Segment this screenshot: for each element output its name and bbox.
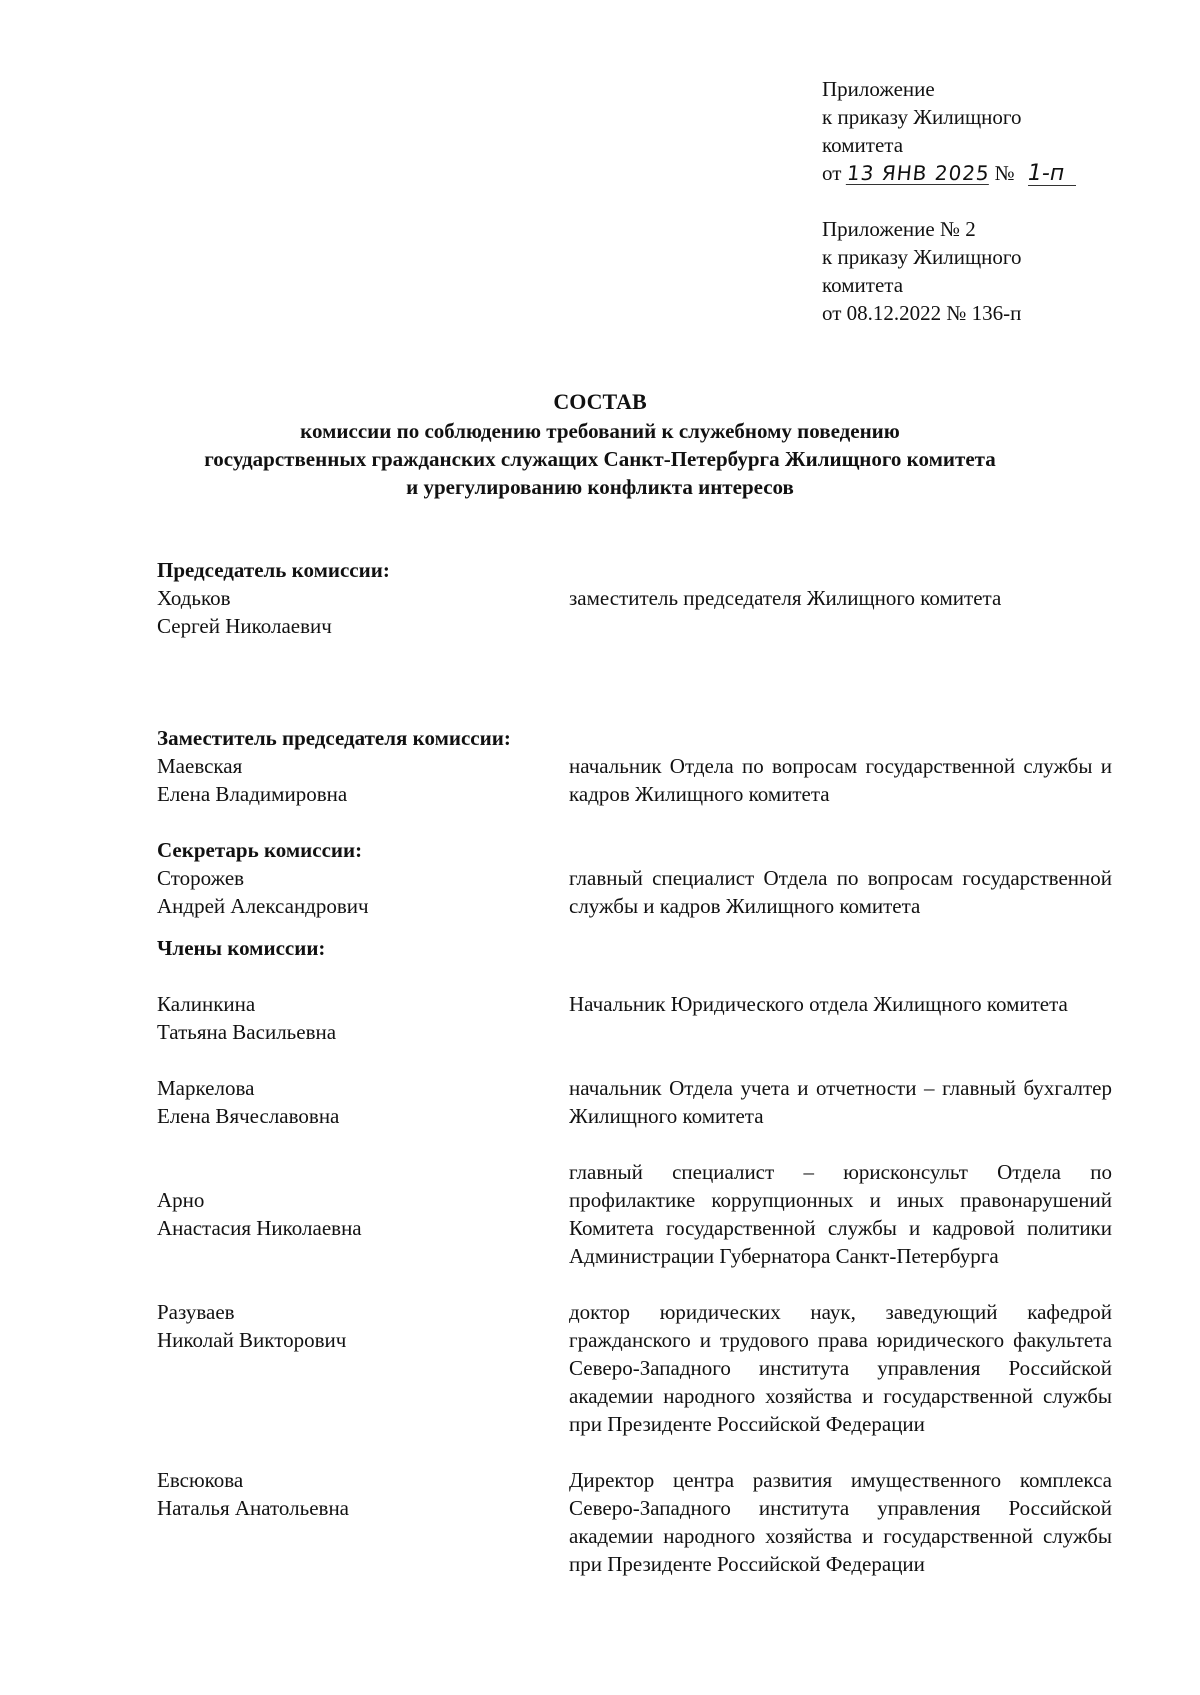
handwritten-order-number: 1-п (1028, 163, 1076, 186)
appendix-current-line2: к приказу Жилищного (822, 105, 1022, 129)
appendix-current-date-line (822, 159, 1122, 187)
chairman-given-name: Сергей Николаевич (157, 614, 332, 638)
appendix-original-line2: к приказу Жилищного (822, 245, 1022, 269)
appendix-original-line3: комитета (822, 273, 904, 297)
secretary-entry (157, 864, 1112, 920)
title-main: СОСТАВ (553, 389, 647, 414)
number-prefix: № (994, 161, 1015, 185)
member-entry (157, 1074, 1112, 1130)
member-name (157, 1074, 569, 1130)
member-given-name: Елена Вячеславовна (157, 1104, 340, 1128)
member-position: Директор центра развития имущественного комплекса Северо-Западного института управления Российской академии народного хозяйства и государственной службы при Президенте Российской Федерации (569, 1468, 1112, 1576)
appendix-current-line3: комитета (822, 133, 904, 157)
member-position: начальник Отдела учета и отчетности – главный бухгалтер Жилищного комитета (569, 1076, 1112, 1128)
member-name (157, 1158, 569, 1242)
member-position: Начальник Юридического отдела Жилищного комитета (569, 992, 1068, 1016)
secretary-position: главный специалист Отдела по вопросам государственной службы и кадров Жилищного комитета (569, 866, 1112, 918)
member-name (157, 1466, 569, 1522)
date-prefix: от (822, 161, 842, 185)
secretary-given-name: Андрей Александрович (157, 894, 369, 918)
member-given-name: Татьяна Васильевна (157, 1020, 337, 1044)
chairman-surname: Ходьков (157, 586, 231, 610)
title-line2: государственных гражданских служащих Санкт-Петербурга Жилищного комитета (204, 447, 996, 471)
chairman-name (157, 584, 569, 640)
member-given-name: Николай Викторович (157, 1328, 347, 1352)
deputy-surname: Маевская (157, 754, 243, 778)
secretary-heading: Секретарь комиссии: (157, 838, 363, 862)
chairman-heading: Председатель комиссии: (157, 558, 390, 582)
deputy-name (157, 752, 569, 808)
member-surname: Арно (157, 1188, 205, 1212)
secretary-surname: Сторожев (157, 866, 245, 890)
member-entry (157, 1466, 1112, 1578)
member-position: доктор юридических наук, заведующий кафедрой гражданского и трудового права юридического факультета Северо-Западного института управления Российской академии народного хозяйства и государственной службы при Президенте Российской Федерации (569, 1300, 1112, 1436)
member-name (157, 1298, 569, 1354)
member-entry (157, 990, 1112, 1046)
deputy-entry (157, 752, 1112, 808)
appendix-original-line4: от 08.12.2022 № 136-п (822, 301, 1022, 325)
appendix-original-header (822, 215, 1122, 327)
stamped-date: 13 ЯНВ 2025 (845, 161, 991, 185)
member-given-name: Анастасия Николаевна (157, 1216, 362, 1240)
member-surname: Маркелова (157, 1076, 255, 1100)
chairman-position: заместитель председателя Жилищного комитета (569, 586, 1002, 610)
member-surname: Калинкина (157, 992, 256, 1016)
member-position: главный специалист – юрисконсульт Отдела по профилактике коррупционных и иных правонарушений Комитета государственной службы и кадровой политики Администрации Губернатора Санкт-Петербурга (569, 1160, 1112, 1268)
deputy-position: начальник Отдела по вопросам государственной службы и кадров Жилищного комитета (569, 754, 1112, 806)
appendix-current-header (822, 75, 1122, 187)
appendix-original-line1: Приложение № 2 (822, 217, 976, 241)
title-line3: и урегулированию конфликта интересов (406, 475, 794, 499)
secretary-name (157, 864, 569, 920)
member-surname: Разуваев (157, 1300, 235, 1324)
title-line1: комиссии по соблюдению требований к служебному поведению (300, 419, 900, 443)
commission-composition (157, 556, 1112, 1578)
members-heading: Члены комиссии: (157, 936, 326, 960)
member-entry (157, 1158, 1112, 1270)
member-entry (157, 1298, 1112, 1438)
member-surname: Евсюкова (157, 1468, 244, 1492)
member-name (157, 990, 569, 1046)
chairman-entry (157, 584, 1112, 640)
deputy-given-name: Елена Владимировна (157, 782, 348, 806)
appendix-current-line1: Приложение (822, 77, 935, 101)
deputy-heading: Заместитель председателя комиссии: (157, 726, 511, 750)
member-given-name: Наталья Анатольевна (157, 1496, 350, 1520)
document-title (100, 388, 1100, 501)
